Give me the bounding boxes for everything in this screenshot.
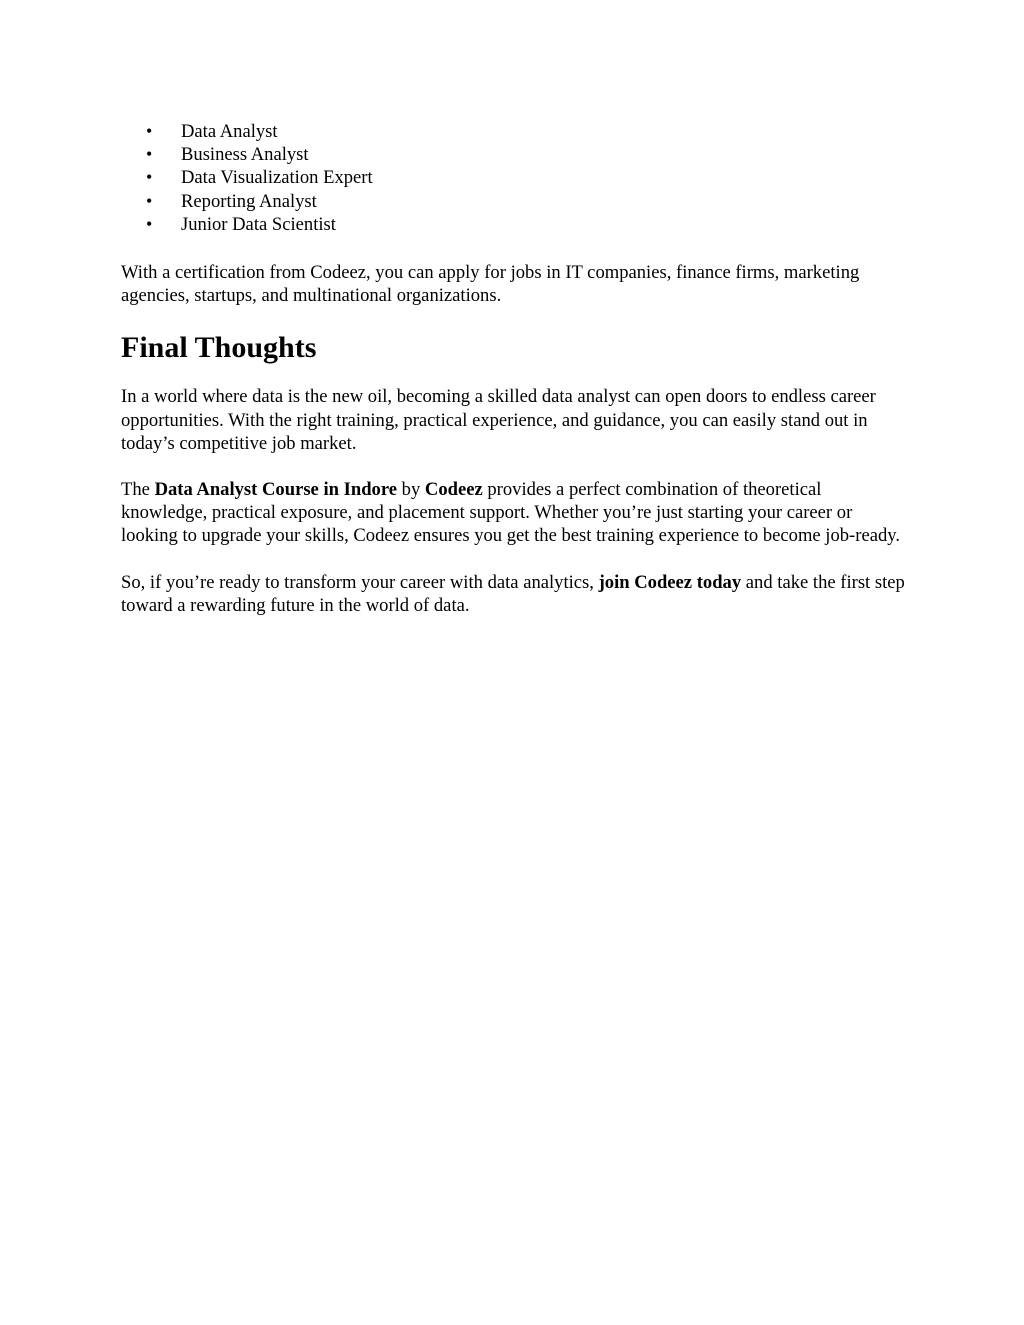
brand-name-bold: Codeez: [424, 478, 483, 500]
bullet-icon: •: [146, 144, 153, 165]
list-item-text: Data Visualization Expert: [181, 167, 373, 189]
text-run: So, if you’re ready to transform your career with data analytics,: [121, 571, 599, 593]
document-page: [121, 120, 911, 617]
text-run: and take the first step toward a rewarding future in the world of data.: [121, 571, 905, 616]
section-heading: Final Thoughts: [121, 331, 317, 365]
list-item-text: Business Analyst: [181, 144, 309, 166]
course-paragraph: [121, 478, 911, 548]
call-to-action-bold: join Codeez today: [598, 571, 742, 593]
bullet-icon: •: [146, 121, 153, 141]
text-run: provides a perfect combination of theoretical knowledge, practical exposure, and placement support. Whether you’re just starting your career or looking to upgrade your skills, Codeez ensures you get the best training experience to become job-ready.: [121, 478, 900, 547]
bullet-icon: •: [146, 213, 153, 234]
job-roles-list: [121, 120, 911, 236]
certification-paragraph: With a certification from Codeez, you can apply for jobs in IT companies, finance firms, marketing agencies, startups, and multinational organizations.: [121, 261, 860, 307]
list-item: [121, 190, 911, 213]
bullet-icon: •: [146, 190, 153, 211]
text-run: The: [121, 478, 155, 500]
text-run: by: [397, 478, 425, 500]
list-item: [121, 166, 911, 189]
course-name-bold: Data Analyst Course in Indore: [154, 478, 397, 500]
intro-paragraph: In a world where data is the new oil, becoming a skilled data analyst can open doors to endless career opportunities. With the right training, practical experience, and guidance, you can easily stand out in today’s competitive job market.: [121, 386, 876, 454]
list-item: [121, 143, 911, 166]
call-to-action-paragraph: [121, 571, 911, 617]
list-item-text: Reporting Analyst: [181, 190, 317, 212]
bullet-icon: •: [146, 167, 153, 188]
list-item: [121, 120, 911, 143]
list-item-text: Junior Data Scientist: [181, 213, 336, 235]
list-item-text: Data Analyst: [181, 121, 278, 142]
list-item: [121, 213, 911, 236]
